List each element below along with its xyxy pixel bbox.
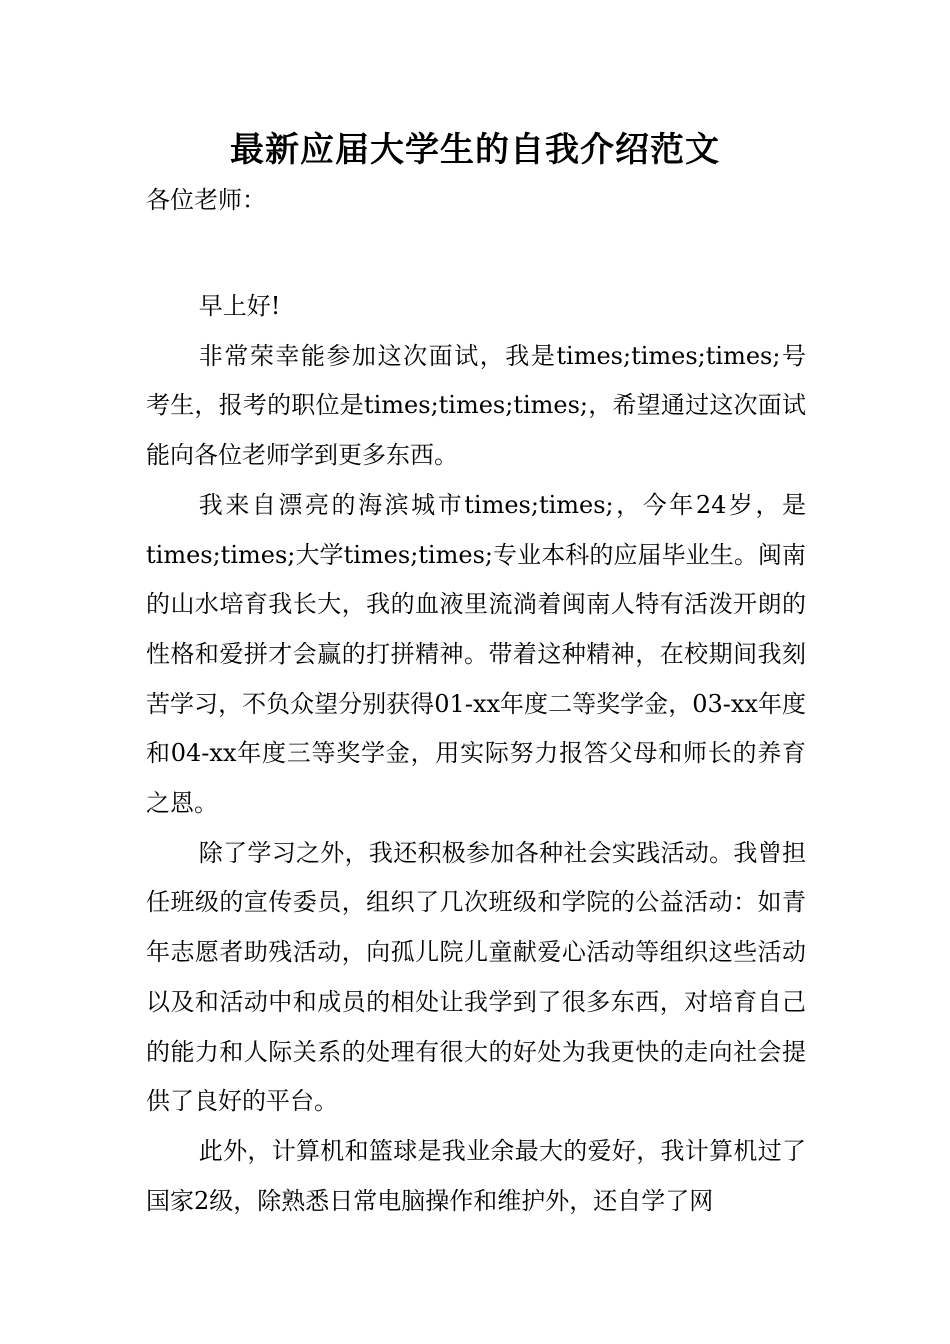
paragraph-hobbies: 此外，计算机和篮球是我业余最大的爱好，我计算机过了国家2级，除熟悉日常电脑操作和维护外，还自学了网	[146, 1136, 806, 1215]
paragraph-greeting: 早上好!	[198, 292, 281, 320]
paragraph-activities: 除了学习之外，我还积极参加各种社会实践活动。我曾担任班级的宣传委员，组织了几次班级和学院的公益活动：如青年志愿者助残活动，向孤儿院儿童献爱心活动等组织这些活动以及和活动中和成员的相处让我学到了很多东西，对培育自己的能力和人际关系的处理有很大的好处为我更快的走向社会提供了良好的平台。	[146, 838, 806, 1116]
document-title: 最新应届大学生的自我介绍范文	[230, 130, 720, 170]
paragraph-intro: 非常荣幸能参加这次面试，我是times;times;times;号考生，报考的职位是times;times;times;，希望通过这次面试能向各位老师学到更多东西。	[146, 341, 806, 470]
document-body	[146, 282, 806, 1226]
salutation: 各位老师：	[146, 186, 266, 214]
paragraph-background: 我来自漂亮的海滨城市times;times;，今年24岁，是times;times;大学times;times;专业本科的应届毕业生。闽南的山水培育我长大，我的血液里流淌着闽南人特有活泼开朗的性格和爱拼才会赢的打拼精神。带着这种精神，在校期间我刻苦学习，不负众望分别获得01-xx年度二等奖学金，03-xx年度和04-xx年度三等奖学金，用实际努力报答父母和师长的养育之恩。	[146, 490, 806, 818]
